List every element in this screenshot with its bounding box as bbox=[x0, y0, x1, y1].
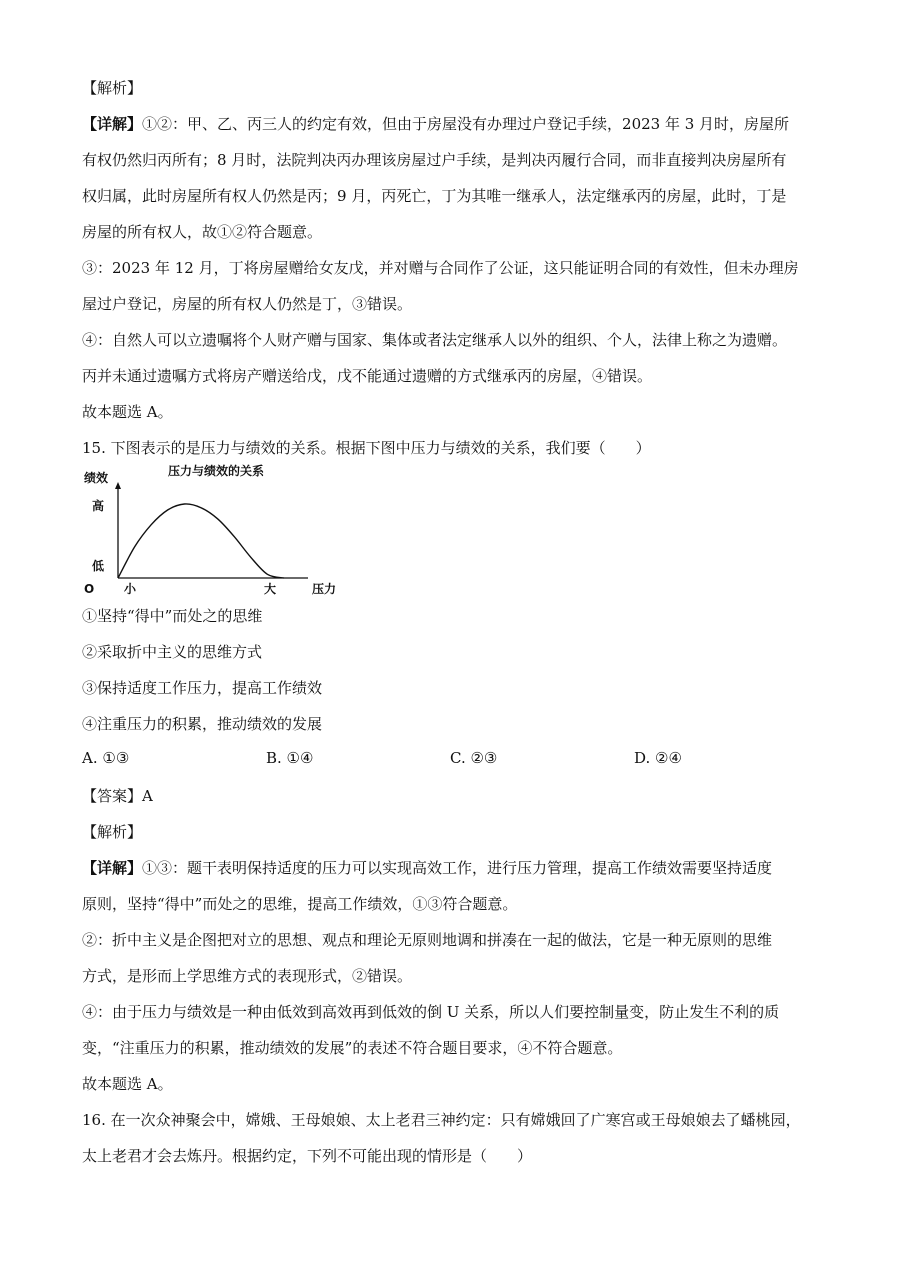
q14-p2-line-1: ③：2023 年 12 月，丁将房屋赠给女友戊，并对赠与合同作了公证，这只能证明合同的有效性，但未办理房 bbox=[82, 259, 799, 277]
q14-p1-line-3: 权归属，此时房屋所有权人仍然是丙；9 月，丙死亡，丁为其唯一继承人，法定继承丙的房屋，此时，丁是 bbox=[82, 187, 787, 205]
q15-option-2: ②采取折中主义的思维方式 bbox=[82, 643, 263, 661]
q15-option-3: ③保持适度工作压力，提高工作绩效 bbox=[82, 679, 323, 697]
q14-p1-line-1: ①②：甲、乙、丙三人的约定有效，但由于房屋没有办理过户登记手续，2023 年 3 月时，房屋所 bbox=[142, 115, 790, 133]
q14-analysis-heading: 【解析】 bbox=[82, 79, 143, 97]
origin-label: O bbox=[84, 582, 95, 596]
q14-conclusion: 故本题选 A。 bbox=[82, 403, 173, 421]
q15-a2-line-2: 方式，是形而上学思维方式的表现形式，②错误。 bbox=[82, 967, 413, 985]
q14-p2-line-2: 屋过户登记，房屋的所有权人仍然是丁，③错误。 bbox=[82, 295, 413, 313]
q15-a2-line-1: ②：折中主义是企图把对立的思想、观点和理论无原则地调和拼凑在一起的做法，它是一种无原则的思维 bbox=[82, 931, 773, 949]
x-tick-small: 小 bbox=[124, 582, 137, 596]
q14-p1-line-4: 房屋的所有权人，故①②符合题意。 bbox=[82, 223, 323, 241]
q15-analysis-heading: 【解析】 bbox=[82, 823, 143, 841]
q15-option-4: ④注重压力的积累，推动绩效的发展 bbox=[82, 715, 323, 733]
q16-stem-line-2: 太上老君才会去炼丹。根据约定，下列不可能出现的情形是（ ） bbox=[82, 1147, 533, 1165]
x-tick-large: 大 bbox=[264, 582, 277, 596]
q15-stem: 15. 下图表示的是压力与绩效的关系。根据下图中压力与绩效的关系，我们要（ ） bbox=[82, 439, 651, 457]
q16-stem-line-1: 16. 在一次众神聚会中，嫦娥、王母娘娘、太上老君三神约定：只有嫦娥回了广寒宫或王母娘娘去了蟠桃园， bbox=[82, 1111, 801, 1129]
y-tick-low: 低 bbox=[92, 559, 105, 573]
q15-a3-line-2: 变，“注重压力的积累，推动绩效的发展”的表述不符合题目要求，④不符合题意。 bbox=[82, 1039, 623, 1057]
chart-title: 压力与绩效的关系 bbox=[168, 464, 265, 478]
q14-p1-line-2: 有权仍然归丙所有；8 月时，法院判决丙办理该房屋过户手续，是判决丙履行合同，而非直接判决房屋所有 bbox=[82, 151, 787, 169]
q14-detail-line-1 bbox=[82, 114, 789, 134]
q15-detail-label: 【详解】 bbox=[82, 859, 143, 877]
x-axis-label: 压力 bbox=[312, 582, 337, 596]
y-tick-high: 高 bbox=[92, 499, 105, 513]
q15-a1-line-1: ①③：题干表明保持适度的压力可以实现高效工作，进行压力管理，提高工作绩效需要坚持适度 bbox=[142, 859, 773, 877]
performance-curve bbox=[118, 504, 284, 578]
q15-choice-b: B. ①④ bbox=[266, 749, 314, 767]
q15-option-1: ①坚持“得中”而处之的思维 bbox=[82, 607, 263, 625]
q15-detail-line-1 bbox=[82, 858, 772, 878]
q15-answer: 【答案】A bbox=[82, 787, 153, 805]
q15-choice-d: D. ②④ bbox=[634, 749, 682, 767]
q15-a1-line-2: 原则，坚持“得中”而处之的思维，提高工作绩效，①③符合题意。 bbox=[82, 895, 518, 913]
q15-a3-line-1: ④：由于压力与绩效是一种由低效到高效再到低效的倒 U 关系，所以人们要控制量变，防止发生不利的质 bbox=[82, 1003, 780, 1021]
q15-choice-c: C. ②③ bbox=[450, 749, 498, 767]
y-axis-arrow bbox=[115, 482, 121, 489]
q15-conclusion: 故本题选 A。 bbox=[82, 1075, 173, 1093]
y-axis-label: 绩效 bbox=[84, 471, 109, 485]
stress-performance-chart bbox=[82, 462, 344, 602]
q14-p3-line-2: 丙并未通过遗嘱方式将房产赠送给戊，戊不能通过遗赠的方式继承丙的房屋，④错误。 bbox=[82, 367, 653, 385]
q14-p3-line-1: ④：自然人可以立遗嘱将个人财产赠与国家、集体或者法定继承人以外的组织、个人，法律上称之为遗赠。 bbox=[82, 331, 788, 349]
q15-choice-a: A. ①③ bbox=[82, 749, 130, 767]
q14-detail-label: 【详解】 bbox=[82, 115, 143, 133]
